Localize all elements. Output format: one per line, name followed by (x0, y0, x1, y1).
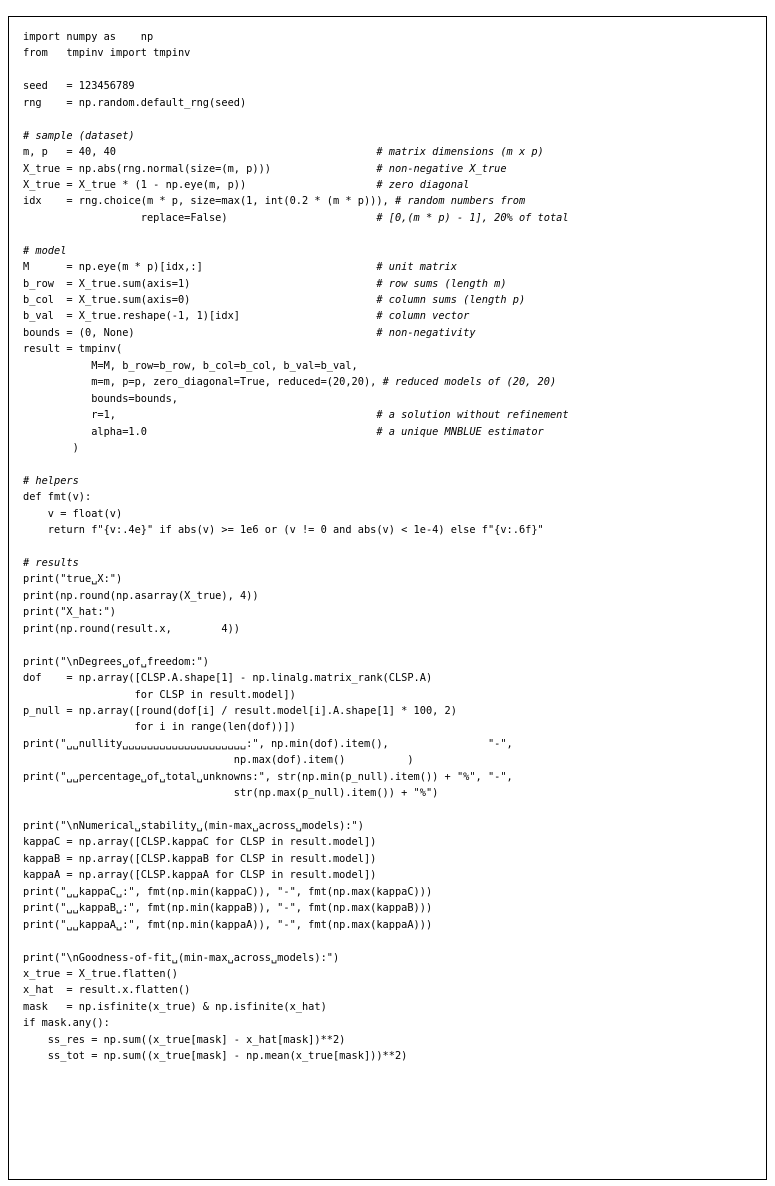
code-line (23, 374, 756, 390)
code-text: M=M, b_row=b_row, b_col=b_col, b_val=b_val, (23, 359, 358, 372)
code-comment: # non-negative X_true (376, 162, 507, 175)
code-text: dof = np.array([CLSP.A.shape[1] - np.linalg.matrix_rank(CLSP.A) (23, 672, 433, 685)
code-text: print("␣␣nullity␣␣␣␣␣␣␣␣␣␣␣␣␣␣␣␣␣␣␣␣:", np.min(dof).item(), "-", (23, 737, 513, 750)
code-text: print(np.round(np.asarray(X_true), 4)) (23, 589, 259, 602)
code-comment: # zero diagonal (376, 178, 470, 191)
code-comment: # matrix dimensions (m x p) (376, 146, 544, 159)
code-text: replace=False) (23, 211, 377, 224)
code-text: return f"{v:.4e}" if abs(v) >= 1e6 or (v != 0 and abs(v) < 1e-4) else f"{v:.6f}" (23, 524, 544, 537)
code-text: ss_res = np.sum((x_true[mask] - x_hat[mask])**2) (23, 1033, 346, 1046)
code-line (23, 571, 756, 587)
code-line (23, 555, 756, 571)
code-line (23, 670, 756, 686)
code-line (23, 884, 756, 900)
code-line (23, 456, 756, 472)
code-text: m=m, p=p, zero_diagonal=True, reduced=(20,20), (23, 376, 383, 389)
code-line (23, 424, 756, 440)
code-line (23, 226, 756, 242)
code-text: idx = rng.choice(m * p, size=max(1, int(0.2 * (m * p))), (23, 195, 395, 208)
code-comment: # non-negativity (376, 326, 476, 339)
code-line (23, 243, 756, 259)
code-line (23, 999, 756, 1015)
code-line (23, 522, 756, 538)
code-text: kappaA = np.array([CLSP.kappaA for CLSP in result.model]) (23, 869, 377, 882)
code-text: for i in range(len(dof))]) (23, 721, 296, 734)
code-line (23, 851, 756, 867)
code-line (23, 752, 756, 768)
code-line (23, 144, 756, 160)
code-line (23, 407, 756, 423)
code-text: rng = np.random.default_rng(seed) (23, 96, 247, 109)
code-line (23, 687, 756, 703)
code-text: b_val = X_true.reshape(-1, 1)[idx] (23, 310, 377, 323)
code-text: print("\nDegrees␣of␣freedom:") (23, 655, 209, 668)
code-text: p_null = np.array([round(dof[i] / result.model[i].A.shape[1] * 100, 2) (23, 704, 457, 717)
code-text: alpha=1.0 (23, 425, 377, 438)
code-text: print("X_hat:") (23, 606, 116, 619)
code-text: np.max(dof).item() ) (23, 754, 414, 767)
code-text: result = tmpinv( (23, 343, 123, 356)
code-line (23, 539, 756, 555)
code-comment: # model (23, 244, 67, 257)
code-comment: # a unique MNBLUE estimator (376, 425, 544, 438)
code-text: bounds=bounds, (23, 392, 178, 405)
code-text: print(np.round(result.x, 4)) (23, 622, 240, 635)
code-line (23, 391, 756, 407)
code-line (23, 358, 756, 374)
code-text: M = np.eye(m * p)[idx,:] (23, 261, 377, 274)
code-text: X_true = X_true * (1 - np.eye(m, p)) (23, 178, 377, 191)
code-line (23, 325, 756, 341)
code-line (23, 917, 756, 933)
code-line (23, 719, 756, 735)
code-text: seed = 123456789 (23, 80, 135, 93)
code-listing-frame (8, 16, 767, 1180)
code-text: x_true = X_true.flatten() (23, 967, 178, 980)
code-text: print("␣␣kappaB␣:", fmt(np.min(kappaB)), "-", fmt(np.max(kappaB))) (23, 902, 433, 915)
code-text: r=1, (23, 409, 377, 422)
code-comment: # [0,(m * p) - 1], 20% of total (376, 211, 569, 224)
code-line (23, 1032, 756, 1048)
code-line (23, 736, 756, 752)
code-text: import numpy as np (23, 31, 154, 43)
code-text: kappaC = np.array([CLSP.kappaC for CLSP in result.model]) (23, 836, 377, 849)
code-line (23, 933, 756, 949)
code-line (23, 506, 756, 522)
code-line (23, 703, 756, 719)
code-line (23, 259, 756, 275)
code-line (23, 78, 756, 94)
code-line (23, 29, 756, 45)
code-text: def fmt(v): (23, 491, 92, 504)
code-line (23, 276, 756, 292)
code-comment: # reduced models of (20, 20) (382, 376, 557, 389)
code-text: b_row = X_true.sum(axis=1) (23, 277, 377, 290)
code-line (23, 341, 756, 357)
code-line (23, 1015, 756, 1031)
code-comment: # column vector (376, 310, 470, 323)
code-text: for CLSP in result.model]) (23, 688, 296, 701)
code-text: ss_tot = np.sum((x_true[mask] - np.mean(x_true[mask]))**2) (23, 1050, 408, 1063)
code-comment: # helpers (23, 474, 79, 487)
code-line (23, 111, 756, 127)
code-listing (23, 29, 756, 1065)
code-line (23, 489, 756, 505)
code-text: print("true␣X:") (23, 573, 123, 586)
code-line (23, 161, 756, 177)
code-comment: # column sums (length p) (376, 294, 526, 306)
code-line (23, 45, 756, 61)
code-text: print("\nNumerical␣stability␣(min-max␣across␣models):") (23, 820, 364, 832)
code-text: bounds = (0, None) (23, 326, 377, 339)
code-text: str(np.max(p_null).item()) + "%") (23, 787, 439, 800)
code-line (23, 62, 756, 78)
code-line (23, 621, 756, 637)
code-text: from tmpinv import tmpinv (23, 47, 191, 60)
code-text: v = float(v) (23, 507, 123, 520)
code-text: m, p = 40, 40 (23, 146, 377, 159)
code-line (23, 834, 756, 850)
code-text: print("\nGoodness-of-fit␣(min-max␣across␣models):") (23, 951, 340, 964)
code-text: b_col = X_true.sum(axis=0) (23, 294, 377, 306)
code-line (23, 210, 756, 226)
code-comment: # unit matrix (376, 261, 457, 274)
code-comment: # results (23, 557, 79, 569)
code-text: ) (23, 441, 79, 454)
code-line (23, 95, 756, 111)
code-line (23, 128, 756, 144)
code-line (23, 308, 756, 324)
code-line (23, 818, 756, 834)
code-line (23, 950, 756, 966)
code-text: if mask.any(): (23, 1017, 110, 1030)
code-line (23, 769, 756, 785)
code-comment: # a solution without refinement (376, 409, 569, 422)
code-comment: # random numbers from (394, 195, 526, 208)
code-line (23, 982, 756, 998)
code-line (23, 966, 756, 982)
code-line (23, 177, 756, 193)
code-text: mask = np.isfinite(x_true) & np.isfinite(x_hat) (23, 1000, 327, 1013)
code-line (23, 900, 756, 916)
code-comment: # row sums (length m) (376, 277, 507, 290)
code-text: x_hat = result.x.flatten() (23, 984, 191, 997)
code-line (23, 473, 756, 489)
code-comment: # sample (dataset) (23, 129, 135, 142)
code-line (23, 588, 756, 604)
code-line (23, 637, 756, 653)
code-line (23, 785, 756, 801)
code-line (23, 654, 756, 670)
code-text: X_true = np.abs(rng.normal(size=(m, p))) (23, 162, 377, 175)
code-text: print("␣␣percentage␣of␣total␣unknowns:", str(np.min(p_null).item()) + "%", "-", (23, 770, 513, 783)
code-text: print("␣␣kappaC␣:", fmt(np.min(kappaC)), "-", fmt(np.max(kappaC))) (23, 885, 433, 898)
code-line (23, 604, 756, 620)
code-text: print("␣␣kappaA␣:", fmt(np.min(kappaA)), "-", fmt(np.max(kappaA))) (23, 918, 433, 931)
code-line (23, 802, 756, 818)
code-text: kappaB = np.array([CLSP.kappaB for CLSP in result.model]) (23, 852, 377, 865)
code-line (23, 867, 756, 883)
code-line (23, 440, 756, 456)
code-line (23, 193, 756, 209)
code-line (23, 292, 756, 308)
code-line (23, 1048, 756, 1064)
